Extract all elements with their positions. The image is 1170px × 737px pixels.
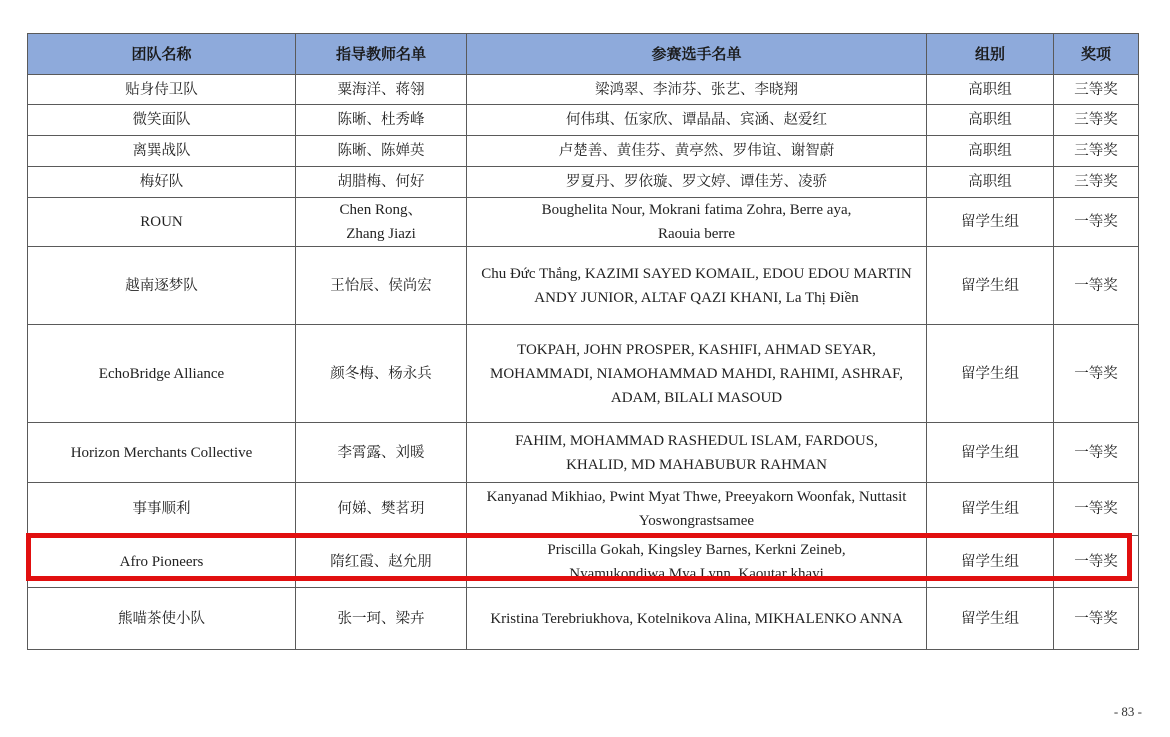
mentors-cell: 粟海洋、蒋翎	[296, 75, 467, 105]
award-cell: 一等奖	[1054, 588, 1139, 650]
award-cell: 一等奖	[1054, 198, 1139, 247]
mentors-cell: 颜冬梅、杨永兵	[296, 325, 467, 423]
team-name-cell: 梅好队	[28, 167, 296, 198]
mentors-cell: 陈晰、陈婵英	[296, 136, 467, 167]
team-name-cell: Afro Pioneers	[28, 536, 296, 588]
players-cell: FAHIM, MOHAMMAD RASHEDUL ISLAM, FARDOUS, KHALID, MD MAHABUBUR RAHMAN	[467, 423, 927, 483]
group-cell: 留学生组	[927, 325, 1054, 423]
header-mentors: 指导教师名单	[296, 34, 467, 75]
mentors-cell: 胡腊梅、何好	[296, 167, 467, 198]
team-name-cell: 微笑面队	[28, 105, 296, 136]
group-cell: 留学生组	[927, 198, 1054, 247]
group-cell: 高职组	[927, 167, 1054, 198]
mentors-cell: Chen Rong、 Zhang Jiazi	[296, 198, 467, 247]
table-row	[28, 247, 1139, 325]
table-row	[28, 198, 1139, 247]
award-cell: 一等奖	[1054, 325, 1139, 423]
players-cell: Kristina Terebriukhova, Kotelnikova Alina, MIKHALENKO ANNA	[467, 588, 927, 650]
players-cell: Kanyanad Mikhiao, Pwint Myat Thwe, Preeyakorn Woonfak, Nuttasit Yoswongrastsamee	[467, 483, 927, 536]
table-row	[28, 75, 1139, 105]
team-name-cell: Horizon Merchants Collective	[28, 423, 296, 483]
table-row	[28, 167, 1139, 198]
header-group: 组别	[927, 34, 1054, 75]
team-name-cell: EchoBridge Alliance	[28, 325, 296, 423]
mentors-cell: 陈晰、杜秀峰	[296, 105, 467, 136]
table-row	[28, 483, 1139, 536]
team-name-cell: 贴身侍卫队	[28, 75, 296, 105]
team-name-cell: ROUN	[28, 198, 296, 247]
group-cell: 留学生组	[927, 536, 1054, 588]
header-award: 奖项	[1054, 34, 1139, 75]
group-cell: 留学生组	[927, 247, 1054, 325]
award-cell: 三等奖	[1054, 105, 1139, 136]
group-cell: 留学生组	[927, 588, 1054, 650]
mentors-cell: 张一珂、梁卉	[296, 588, 467, 650]
group-cell: 留学生组	[927, 423, 1054, 483]
team-name-cell: 事事顺利	[28, 483, 296, 536]
header-players: 参赛选手名单	[467, 34, 927, 75]
table-row	[28, 588, 1139, 650]
header-team-name: 团队名称	[28, 34, 296, 75]
group-cell: 高职组	[927, 136, 1054, 167]
group-cell: 留学生组	[927, 483, 1054, 536]
table-row	[28, 423, 1139, 483]
mentors-cell: 李霄露、刘暖	[296, 423, 467, 483]
award-cell: 三等奖	[1054, 136, 1139, 167]
group-cell: 高职组	[927, 105, 1054, 136]
players-cell: 何伟琪、伍家欣、谭晶晶、宾涵、赵爱红	[467, 105, 927, 136]
mentors-cell: 隋红霞、赵允朋	[296, 536, 467, 588]
table-row	[28, 105, 1139, 136]
award-cell: 一等奖	[1054, 423, 1139, 483]
awards-table	[27, 33, 1139, 650]
award-cell: 三等奖	[1054, 75, 1139, 105]
team-name-cell: 越南逐梦队	[28, 247, 296, 325]
group-cell: 高职组	[927, 75, 1054, 105]
page-number: - 83 -	[1113, 704, 1142, 719]
table-header-row	[28, 34, 1139, 75]
players-cell: Priscilla Gokah, Kingsley Barnes, Kerkni Zeineb, Nyamukondiwa Mya Lynn, Kaoutar khayi	[467, 536, 927, 588]
award-cell: 一等奖	[1054, 247, 1139, 325]
award-cell: 一等奖	[1054, 536, 1139, 588]
award-cell: 三等奖	[1054, 167, 1139, 198]
players-cell: 梁鸿翠、李沛芬、张艺、李晓翔	[467, 75, 927, 105]
mentors-cell: 何娣、樊茗玥	[296, 483, 467, 536]
table-row	[28, 136, 1139, 167]
team-name-cell: 熊喵茶使小队	[28, 588, 296, 650]
table-row	[28, 325, 1139, 423]
players-cell: 卢楚善、黄佳芬、黄亭然、罗伟谊、谢智蔚	[467, 136, 927, 167]
players-cell: TOKPAH, JOHN PROSPER, KASHIFI, AHMAD SEYAR, MOHAMMADI, NIAMOHAMMAD MAHDI, RAHIMI, ASHRAF, ADAM, BILALI MASOUD	[467, 325, 927, 423]
players-cell: 罗夏丹、罗依璇、罗文婷、谭佳芳、凌骄	[467, 167, 927, 198]
mentors-cell: 王怡辰、侯尚宏	[296, 247, 467, 325]
table-row-highlighted	[28, 536, 1139, 588]
players-cell: Boughelita Nour, Mokrani fatima Zohra, Berre aya, Raouia berre	[467, 198, 927, 247]
award-cell: 一等奖	[1054, 483, 1139, 536]
team-name-cell: 离巽战队	[28, 136, 296, 167]
players-cell: Chu Đức Thắng, KAZIMI SAYED KOMAIL, EDOU EDOU MARTIN ANDY JUNIOR, ALTAF QAZI KHANI, La Thị Điền	[467, 247, 927, 325]
